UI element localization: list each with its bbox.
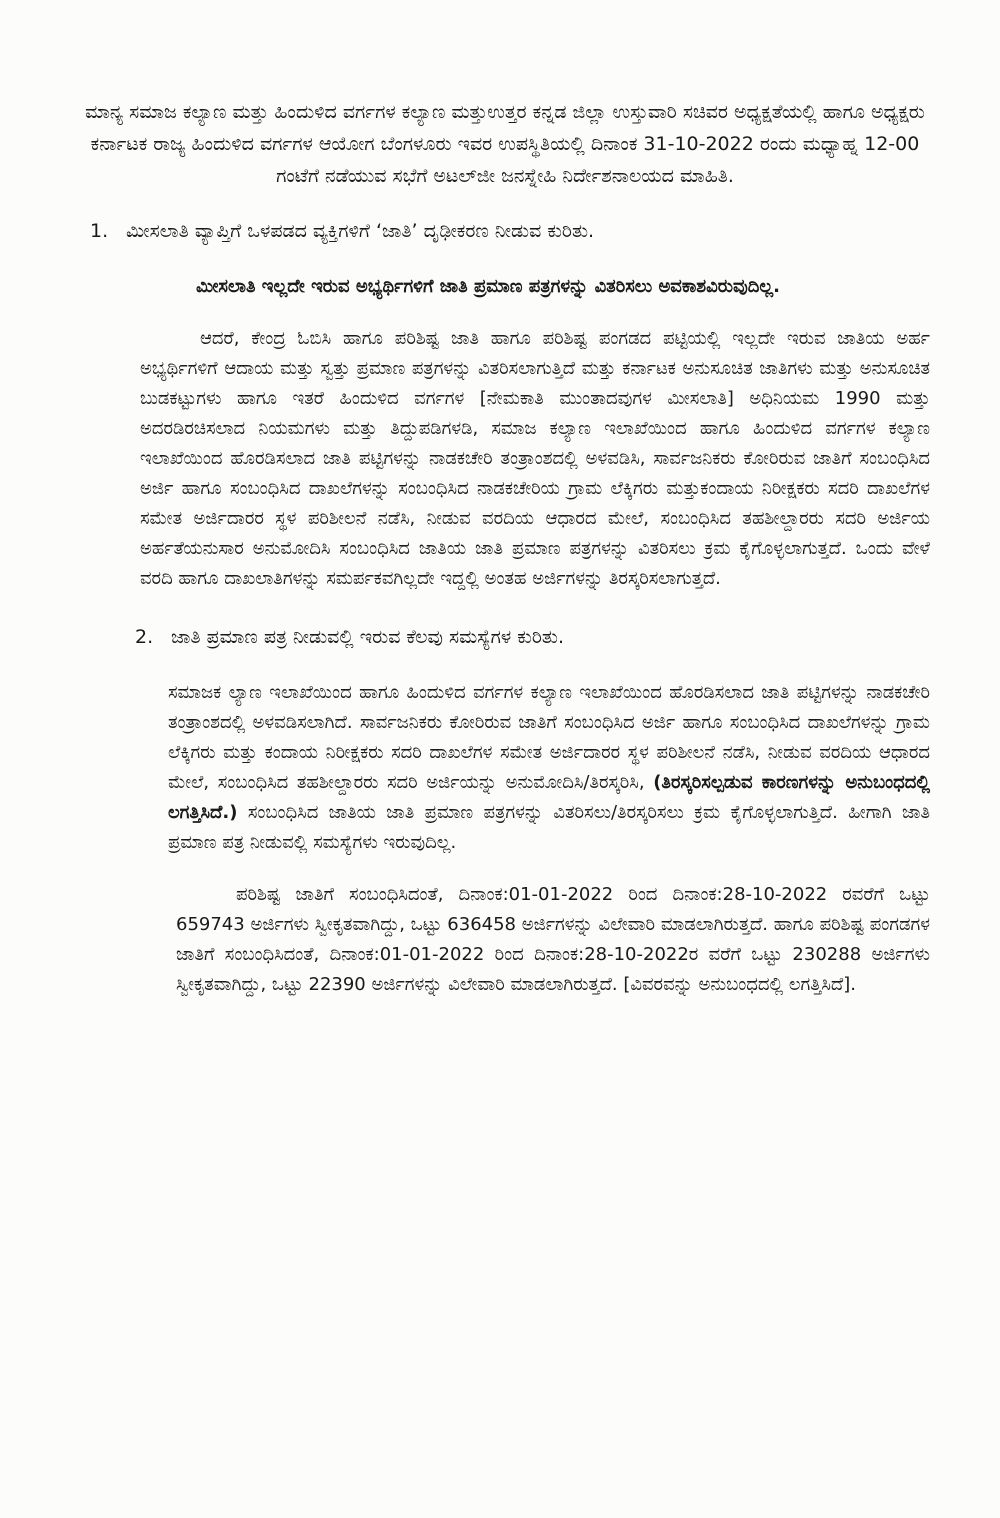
section-1-title: ಮೀಸಲಾತಿ ವ್ಯಾಪ್ತಿಗೆ ಒಳಪಡದ ವ್ಯಕ್ತಿಗಳಿಗೆ ‘ಜಾತಿ’ ದೃಢೀಕರಣ ನೀಡುವ ಕುರಿತು.: [126, 220, 595, 242]
section-1-heading: [80, 216, 930, 246]
section-1-paragraph-1: ಮೀಸಲಾತಿ ಇಲ್ಲದೇ ಇರುವ ಅಭ್ಯರ್ಥಿಗಳಿಗೆ ಜಾತಿ ಪ್ರಮಾಣ ಪತ್ರಗಳನ್ನು ವಿತರಿಸಲು ಅವಕಾಶವಿರುವುದಿಲ್ಲ.: [196, 276, 780, 297]
section-2-heading: [80, 622, 930, 652]
section-2-paragraph-1-bold-note: (ತಿರಸ್ಕರಿಸಲ್ಪಡುವ ಕಾರಣಗಳನ್ನು ಅನುಬಂಧದಲ್ಲಿ ಲಗತ್ತಿಸಿದೆ.): [168, 772, 930, 823]
section-2-paragraph-1: [80, 678, 930, 858]
section-2-paragraph-1-text-a: ಸಮಾಜಕ ಲ್ಯಾಣ ಇಲಾಖೆಯಿಂದ ಹಾಗೂ ಹಿಂದುಳಿದ ವರ್ಗಗಳ ಕಲ್ಯಾಣ ಇಲಾಖೆಯಿಂದ ಹೊರಡಿಸಲಾದ ಜಾತಿ ಪಟ್ಟಿಗಳನ್ನು ನಾಡಕಚೇರಿ ತಂತ್ರಾಂಶದಲ್ಲಿ ಅಳವಡಿಸಲಾಗಿದೆ. ಸಾರ್ವಜನಿಕರು ಕೋರಿರುವ ಜಾತಿಗೆ ಸಂಬಂಧಿಸಿದ ಅರ್ಜಿ ಹಾಗೂ ಸಂಬಂಧಿಸಿದ ದಾಖಲೆಗಳನ್ನು ಗ್ರಾಮ ಲೆಕ್ಕಿಗರು ಮತ್ತು ಕಂದಾಯ ನಿರೀಕ್ಷಕರು ಸದರಿ ದಾಖಲೆಗಳ ಸಮೇತ ಅರ್ಜಿದಾರರ ಸ್ಥಳ ಪರಿಶೀಲನೆ ನಡೆಸಿ, ನೀಡುವ ವರದಿಯ ಆಧಾರದ ಮೇಲೆ, ಸಂಬಂಧಿಸಿದ ತಹಶೀಲ್ದಾರರು ಸದರಿ ಅರ್ಜಿಯನ್ನು ಅನುಮೋದಿಸಿ/ತಿರಸ್ಕರಿಸಿ,: [168, 682, 930, 793]
section-2-number: 2.: [135, 626, 154, 648]
section-1-paragraph-2: ಆದರೆ, ಕೇಂದ್ರ ಓಬಿಸಿ ಹಾಗೂ ಪರಿಶಿಷ್ಟ ಜಾತಿ ಹಾಗೂ ಪರಿಶಿಷ್ಟ ಪಂಗಡದ ಪಟ್ಟಿಯಲ್ಲಿ ಇಲ್ಲದೇ ಇರುವ ಜಾತಿಯ ಅರ್ಹ ಅಭ್ಯರ್ಥಿಗಳಿಗೆ ಆದಾಯ ಮತ್ತು ಸ್ವತ್ತು ಪ್ರಮಾಣ ಪತ್ರಗಳನ್ನು ವಿತರಿಸಲಾಗುತ್ತಿದೆ ಮತ್ತು ಕರ್ನಾಟಕ ಅನುಸೂಚಿತ ಜಾತಿಗಳು ಮತ್ತು ಅನುಸೂಚಿತ ಬುಡಕಟ್ಟುಗಳು ಹಾಗೂ ಇತರೆ ಹಿಂದುಳಿದ ವರ್ಗಗಳ [ನೇಮಕಾತಿ ಮುಂತಾದವುಗಳ ಮೀಸಲಾತಿ] ಅಧಿನಿಯಮ 1990 ಮತ್ತು ಅದರಡಿರಚಿಸಲಾದ ನಿಯಮಗಳು ಮತ್ತು ತಿದ್ದುಪಡಿಗಳಡಿ, ಸಮಾಜ ಕಲ್ಯಾಣ ಇಲಾಖೆಯಿಂದ ಹಾಗೂ ಹಿಂದುಳಿದ ವರ್ಗಗಳ ಕಲ್ಯಾಣ ಇಲಾಖೆಯಿಂದ ಹೊರಡಿಸಲಾದ ಜಾತಿ ಪಟ್ಟಿಗಳನ್ನು ನಾಡಕಚೇರಿ ತಂತ್ರಾಂಶದಲ್ಲಿ ಅಳವಡಿಸಿ, ಸಾರ್ವಜನಿಕರು ಕೋರಿರುವ ಜಾತಿಗೆ ಸಂಬಂಧಿಸಿದ ಅರ್ಜಿ ಹಾಗೂ ಸಂಬಂಧಿಸಿದ ದಾಖಲೆಗಳನ್ನು ಸಂಬಂಧಿಸಿದ ನಾಡಕಚೇರಿಯ ಗ್ರಾಮ ಲೆಕ್ಕಿಗರು ಮತ್ತುಕಂದಾಯ ನಿರೀಕ್ಷಕರು ಸದರಿ ದಾಖಲೆಗಳ ಸಮೇತ ಅರ್ಜಿದಾರರ ಸ್ಥಳ ಪರಿಶೀಲನೆ ನಡೆಸಿ, ನೀಡುವ ವರದಿಯ ಆಧಾರದ ಮೇಲೆ, ಸಂಬಂಧಿಸಿದ ತಹಶೀಲ್ದಾರರು ಸದರಿ ಅರ್ಜಿಯ ಅರ್ಹತೆಯನುಸಾರ ಅನುಮೋದಿಸಿ ಸಂಬಂಧಿಸಿದ ಜಾತಿಯ ಜಾತಿ ಪ್ರಮಾಣ ಪತ್ರಗಳನ್ನು ವಿತರಿಸಲು ಕ್ರಮ ಕೈಗೊಳ್ಳಲಾಗುತ್ತದೆ. ಒಂದು ವೇಳೆ ವರದಿ ಹಾಗೂ ದಾಖಲಾತಿಗಳನ್ನು ಸಮರ್ಪಕವಗಿಲ್ಲದೇ ಇದ್ದಲ್ಲಿ ಅಂತಹ ಅರ್ಜಿಗಳನ್ನು ತಿರಸ್ಕರಿಸಲಾಗುತ್ತದೆ.: [140, 328, 930, 589]
section-2-paragraph-2: ಪರಿಶಿಷ್ಟ ಜಾತಿಗೆ ಸಂಬಂಧಿಸಿದಂತೆ, ದಿನಾಂಕ:01-01-2022 ರಿಂದ ದಿನಾಂಕ:28-10-2022 ರವರೆಗೆ ಒಟ್ಟು 659743 ಅರ್ಜಿಗಳು ಸ್ವೀಕೃತವಾಗಿದ್ದು, ಒಟ್ಟು 636458 ಅರ್ಜಿಗಳನ್ನು ವಿಲೇವಾರಿ ಮಾಡಲಾಗಿರುತ್ತದೆ. ಹಾಗೂ ಪರಿಶಿಷ್ಟ ಪಂಗಡಗಳ ಜಾತಿಗೆ ಸಂಬಂಧಿಸಿದಂತೆ, ದಿನಾಂಕ:01-01-2022 ರಿಂದ ದಿನಾಂಕ:28-10-2022ರ ವರೆಗೆ ಒಟ್ಟು 230288 ಅರ್ಜಿಗಳು ಸ್ವೀಕೃತವಾಗಿದ್ದು, ಒಟ್ಟು 22390 ಅರ್ಜಿಗಳನ್ನು ವಿಲೇವಾರಿ ಮಾಡಲಾಗಿರುತ್ತದೆ. [ವಿವರವನ್ನು ಅನುಬಂಧದಲ್ಲಿ ಲಗತ್ತಿಸಿದೆ].: [176, 884, 930, 995]
section-2-title: ಜಾತಿ ಪ್ರಮಾಣ ಪತ್ರ ನೀಡುವಲ್ಲಿ ಇರುವ ಕೆಲವು ಸಮಸ್ಯೆಗಳ ಕುರಿತು.: [171, 626, 565, 648]
section-2-paragraph-1-text-b: ಸಂಬಂಧಿಸಿದ ಜಾತಿಯ ಜಾತಿ ಪ್ರಮಾಣ ಪತ್ರಗಳನ್ನು ವಿತರಿಸಲು/ತಿರಸ್ಕರಿಸಲು ಕ್ರಮ ಕೈಗೊಳ್ಳಲಾಗುತ್ತಿದೆ. ಹೀಗಾಗಿ ಜಾತಿ ಪ್ರಮಾಣ ಪತ್ರ ನೀಡುವಲ್ಲಿ ಸಮಸ್ಯೆಗಳು ಇರುವುದಿಲ್ಲ.: [168, 802, 930, 853]
intro-paragraph: ಮಾನ್ಯ ಸಮಾಜ ಕಲ್ಯಾಣ ಮತ್ತು ಹಿಂದುಳಿದ ವರ್ಗಗಳ ಕಲ್ಯಾಣ ಮತ್ತುಉತ್ತರ ಕನ್ನಡ ಜಿಲ್ಲಾ ಉಸ್ತುವಾರಿ ಸಚಿವರ ಅಧ್ಯಕ್ಷತೆಯಲ್ಲಿ ಹಾಗೂ ಅಧ್ಯಕ್ಷರು ಕರ್ನಾಟಕ ರಾಜ್ಯ ಹಿಂದುಳಿದ ವರ್ಗಗಳ ಆಯೋಗ ಬೆಂಗಳೂರು ಇವರ ಉಪಸ್ಥಿತಿಯಲ್ಲಿ ದಿನಾಂಕ 31-10-2022 ರಂದು ಮಧ್ಯಾಹ್ನ 12-00 ಗಂಟೆಗೆ ನಡೆಯುವ ಸಭೆಗೆ ಅಟಲ್‌ಜೀ ಜನಸ್ನೇಹಿ ನಿರ್ದೇಶನಾಲಯದ ಮಾಹಿತಿ.: [85, 101, 925, 187]
section-1-number: 1.: [90, 220, 109, 242]
